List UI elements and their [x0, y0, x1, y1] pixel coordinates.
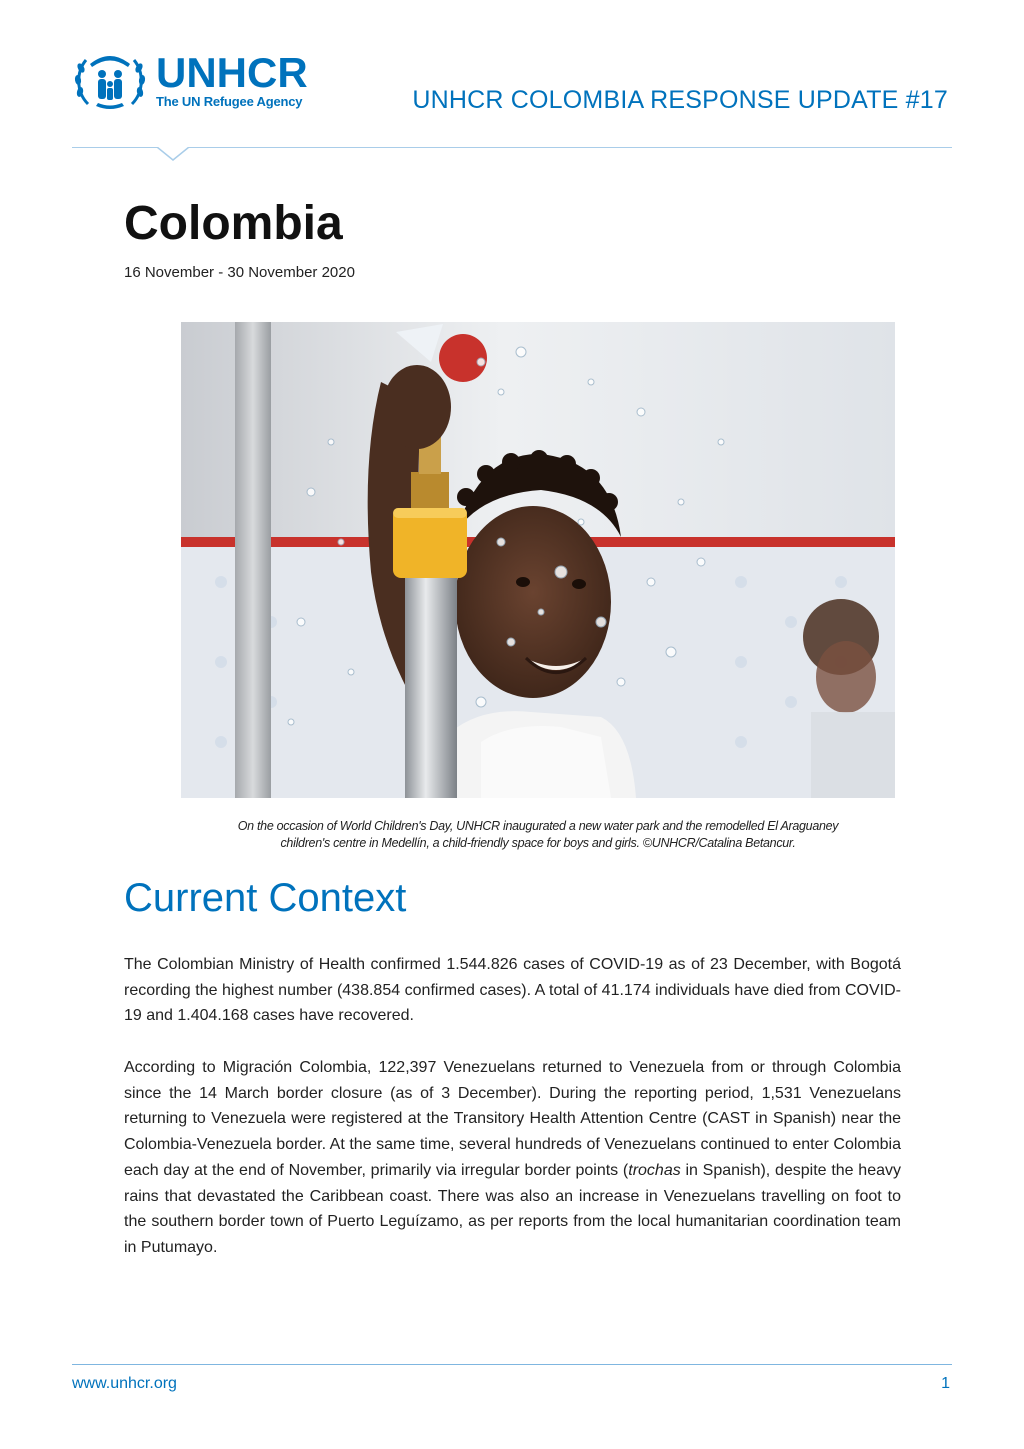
page-number: 1: [941, 1375, 950, 1392]
page-header: [72, 48, 952, 118]
logo-wordmark: UNHCR: [156, 49, 308, 96]
paragraph-migration-part2: in Spanish), despite the heavy rains that devastated the Caribbean coast. There was also an increase in Venezuelans travelling on foot to the southern border town of Puerto Leguízamo, as per reports from the local humanitarian coordination team in Putumayo.: [124, 1161, 902, 1256]
paragraph-migration: [124, 1055, 901, 1261]
report-title: UNHCR COLOMBIA RESPONSE UPDATE #17: [412, 86, 948, 114]
unhcr-emblem-icon: [72, 50, 148, 112]
header-divider: [72, 147, 952, 148]
paragraph-migration-part1: According to Migración Colombia, 122,397 Venezuelans returned to Venezuela from or through Colombia since the 14 March border closure (as of 3 December). During the reporting period, 1,531 Venezuelans returning to Venezuela were registered at the Transitory Health Attention Centre (CAST in Spanish) near the Colombia-Venezuela border. At the same time, several hundreds of Venezuelans continued to enter Colombia each day at the end of November, primarily via irregular border points (: [124, 1059, 901, 1179]
footer-divider: [72, 1364, 952, 1365]
unhcr-logo: [72, 48, 342, 114]
reporting-period: 16 November - 30 November 2020: [124, 264, 355, 281]
child-water-play-image: [181, 322, 895, 798]
paragraph-covid: The Colombian Ministry of Health confirmed 1.544.826 cases of COVID-19 as of 23 December, with Bogotá recording the highest number (438.854 confirmed cases). A total of 41.174 individuals have died from COVID-19 and 1.404.168 cases have recovered.: [124, 956, 901, 1025]
divider-notch-icon: [157, 147, 189, 163]
trochas-term: trochas: [628, 1161, 681, 1179]
logo-tagline: The UN Refugee Agency: [156, 94, 303, 109]
footer-website-link[interactable]: www.unhcr.org: [72, 1375, 177, 1392]
section-heading: Current Context: [124, 876, 407, 920]
page-title: Colombia: [124, 197, 343, 250]
caption-line-2: children's centre in Medellín, a child-friendly space for boys and girls. ©UNHCR/Catalina Betancur.: [280, 836, 796, 850]
cover-photo: [181, 322, 895, 798]
caption-line-1: On the occasion of World Children's Day, UNHCR inaugurated a new water park and the remodelled El Araguaney: [237, 819, 839, 833]
photo-caption: [150, 818, 926, 852]
